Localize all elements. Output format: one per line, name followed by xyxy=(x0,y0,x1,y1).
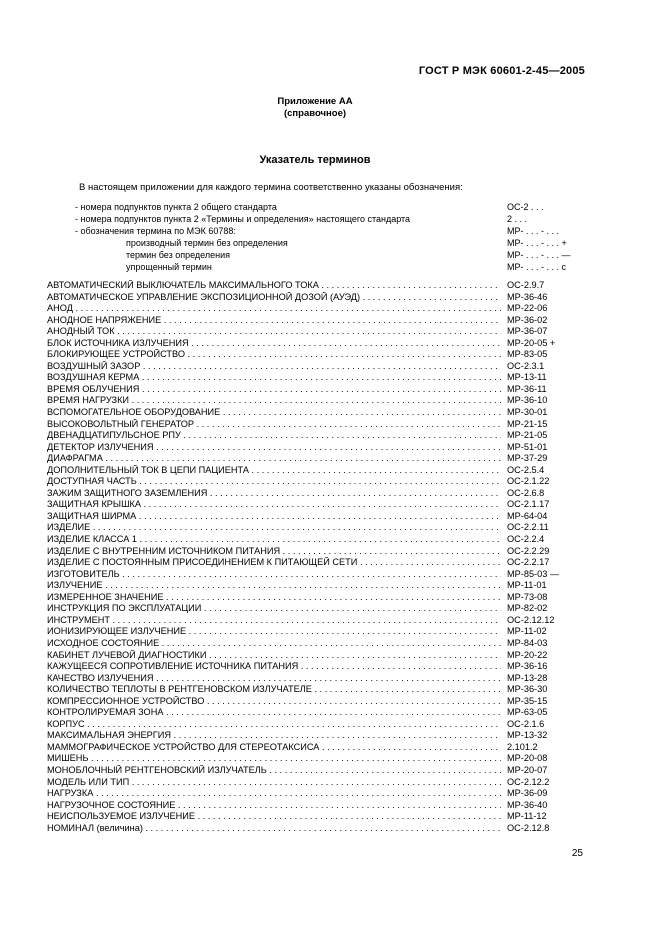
term-name: МОНОБЛОЧНЫЙ РЕНТГЕНОВСКИЙ ИЗЛУЧАТЕЛЬ . . . xyxy=(47,765,501,777)
term-name: ЗАЩИТНАЯ ШИРМА . . . xyxy=(47,511,501,523)
term-name: ВЫСОКОВОЛЬТНЫЙ ГЕНЕРАТОР . . . xyxy=(47,419,501,431)
legend-value: МР- . . . - . . . + xyxy=(507,238,567,248)
term-reference: МР-36-09 xyxy=(507,788,548,799)
term-name: АНОД . . . xyxy=(47,303,501,315)
term-reference: МР-64-04 xyxy=(507,510,548,521)
legend-value: 2 . . . xyxy=(507,214,528,224)
term-name: КОНТРОЛИРУЕМАЯ ЗОНА . . . xyxy=(47,707,501,719)
legend-value: МР- . . . - . . . с xyxy=(507,262,567,272)
term-reference: ОС-2.2.11 xyxy=(507,522,549,533)
term-reference: ОС-2.1.22 xyxy=(507,476,550,487)
term-row xyxy=(47,419,580,431)
term-row xyxy=(47,765,580,777)
legend-label: - обозначения термина по МЭК 60788: xyxy=(75,226,236,236)
term-row xyxy=(47,823,580,835)
term-name: ИНСТРУМЕНТ . . . xyxy=(47,615,501,627)
term-name: КОЛИЧЕСТВО ТЕПЛОТЫ В РЕНТГЕНОВСКОМ ИЗЛУЧАТЕЛЕ . . . xyxy=(47,684,501,696)
term-name: ИЗЛУЧЕНИЕ . . . xyxy=(47,580,501,592)
term-reference: МР-13-28 xyxy=(507,672,548,683)
term-row xyxy=(47,465,580,477)
term-row xyxy=(47,603,580,615)
term-row xyxy=(47,673,580,685)
term-row xyxy=(47,361,580,373)
term-row xyxy=(47,684,580,696)
term-reference: МР-36-10 xyxy=(507,395,548,406)
term-reference: ОС-2.2.4 xyxy=(507,534,545,545)
term-reference: МР-36-46 xyxy=(507,291,548,302)
term-name: ИСХОДНОЕ СОСТОЯНИЕ . . . xyxy=(47,638,501,650)
term-name: ДОПОЛНИТЕЛЬНЫЙ ТОК В ЦЕПИ ПАЦИЕНТА . . . xyxy=(47,465,501,477)
term-reference: МР-36-40 xyxy=(507,799,548,810)
term-row xyxy=(47,488,580,500)
term-reference: МР-83-05 xyxy=(507,349,548,360)
legend-row xyxy=(75,225,580,237)
term-name: ИОНИЗИРУЮЩЕЕ ИЗЛУЧЕНИЕ . . . xyxy=(47,626,501,638)
term-reference: МР-36-07 xyxy=(507,326,548,337)
legend-value: МР- . . . - . . . xyxy=(507,226,560,236)
term-name: НЕИСПОЛЬЗУЕМОЕ ИЗЛУЧЕНИЕ . . . xyxy=(47,811,501,823)
term-row xyxy=(47,338,580,350)
term-name: МИШЕНЬ . . . xyxy=(47,753,501,765)
legend-row xyxy=(75,213,580,225)
term-name: ВОЗДУШНАЯ КЕРМА . . . xyxy=(47,372,501,384)
term-name: ИЗДЕЛИЕ . . . xyxy=(47,522,501,534)
term-name: ВОЗДУШНЫЙ ЗАЗОР . . . xyxy=(47,361,501,373)
term-name: ВРЕМЯ ОБЛУЧЕНИЯ . . . xyxy=(47,384,501,396)
notation-legend xyxy=(75,201,580,273)
term-name: АВТОМАТИЧЕСКИЙ ВЫКЛЮЧАТЕЛЬ МАКСИМАЛЬНОГО ТОКА . . . xyxy=(47,280,501,292)
term-row xyxy=(47,442,580,454)
term-reference: МР-13-11 xyxy=(507,372,547,383)
term-name: НОМИНАЛ (величина) . . . xyxy=(47,823,501,835)
term-row xyxy=(47,511,580,523)
term-reference: МР-51-01 xyxy=(507,441,548,452)
term-reference: МР-36-11 xyxy=(507,383,547,394)
term-name: КОМПРЕССИОННОЕ УСТРОЙСТВО . . . xyxy=(47,696,501,708)
term-name: ИЗДЕЛИЕ С ПОСТОЯННЫМ ПРИСОЕДИНЕНИЕМ К ПИТАЮЩЕЙ СЕТИ . . . xyxy=(47,557,501,569)
term-reference: МР-37-29 xyxy=(507,453,548,464)
annex-heading xyxy=(0,96,630,120)
term-reference: ОС-2.3.1 xyxy=(507,360,545,371)
term-reference: МР-35-15 xyxy=(507,695,548,706)
term-name: МАКСИМАЛЬНАЯ ЭНЕРГИЯ . . . xyxy=(47,730,501,742)
term-row xyxy=(47,372,580,384)
term-name: ДОСТУПНАЯ ЧАСТЬ . . . xyxy=(47,476,501,488)
term-row xyxy=(47,569,580,581)
terms-index xyxy=(47,280,580,834)
term-name: НАГРУЗКА . . . xyxy=(47,788,501,800)
legend-row xyxy=(75,237,580,249)
term-name: МОДЕЛЬ ИЛИ ТИП . . . xyxy=(47,777,501,789)
term-reference: ОС-2.12.12 xyxy=(507,614,555,625)
term-row xyxy=(47,303,580,315)
term-row xyxy=(47,800,580,812)
term-row xyxy=(47,315,580,327)
term-row xyxy=(47,777,580,789)
legend-label: - номера подпунктов пункта 2 «Термины и определения» настоящего стандарта xyxy=(75,214,411,224)
term-name: ИНСТРУКЦИЯ ПО ЭКСПЛУАТАЦИИ . . . xyxy=(47,603,501,615)
term-reference: 2.101.2 xyxy=(507,741,538,752)
term-reference: ОС-2.9.7 xyxy=(507,280,545,290)
term-row xyxy=(47,580,580,592)
term-row xyxy=(47,742,580,754)
term-row xyxy=(47,730,580,742)
term-row xyxy=(47,499,580,511)
legend-label: термин без определения xyxy=(126,250,230,260)
term-name: ИЗМЕРЕННОЕ ЗНАЧЕНИЕ . . . xyxy=(47,592,501,604)
term-row xyxy=(47,453,580,465)
term-name: АНОДНОЕ НАПРЯЖЕНИЕ . . . xyxy=(47,315,501,327)
term-reference: МР-21-15 xyxy=(507,418,548,429)
term-reference: МР-11-01 xyxy=(507,580,547,591)
term-name: ДИАФРАГМА . . . xyxy=(47,453,501,465)
legend-value: МР- . . . - . . . — xyxy=(507,250,571,260)
legend-value: ОС-2 . . . xyxy=(507,202,544,212)
term-row xyxy=(47,719,580,731)
term-row xyxy=(47,476,580,488)
term-name: ВРЕМЯ НАГРУЗКИ . . . xyxy=(47,395,501,407)
term-row xyxy=(47,615,580,627)
term-reference: ОС-2.12.8 xyxy=(507,822,550,833)
term-row xyxy=(47,788,580,800)
term-reference: МР-21-05 xyxy=(507,430,548,441)
annex-note: (справочное) xyxy=(283,108,347,119)
term-reference: ОС-2.5.4 xyxy=(507,464,545,475)
legend-label: производный термин без определения xyxy=(126,238,288,248)
term-name: КАЧЕСТВО ИЗЛУЧЕНИЯ . . . xyxy=(47,673,501,685)
term-row xyxy=(47,707,580,719)
term-name: КОРПУС . . . xyxy=(47,719,501,731)
annex-title: Приложение АА xyxy=(277,96,353,107)
term-row xyxy=(47,326,580,338)
term-row xyxy=(47,407,580,419)
term-reference: ОС-2.2.29 xyxy=(507,545,550,556)
term-reference: МР-36-30 xyxy=(507,684,548,695)
term-name: ДВЕНАДЦАТИПУЛЬСНОЕ РПУ . . . xyxy=(47,430,501,442)
term-name: АНОДНЫЙ ТОК . . . xyxy=(47,326,501,338)
term-row xyxy=(47,650,580,662)
term-row xyxy=(47,522,580,534)
term-name: КАБИНЕТ ЛУЧЕВОЙ ДИАГНОСТИКИ . . . xyxy=(47,650,501,662)
term-row xyxy=(47,753,580,765)
term-row xyxy=(47,638,580,650)
term-reference: МР-20-08 xyxy=(507,753,548,764)
term-reference: МР-30-01 xyxy=(507,407,548,418)
term-name: БЛОКИРУЮЩЕЕ УСТРОЙСТВО . . . xyxy=(47,349,501,361)
page-number: 25 xyxy=(571,848,583,859)
term-row xyxy=(47,395,580,407)
term-row xyxy=(47,661,580,673)
legend-row xyxy=(75,249,580,261)
document-code-header: ГОСТ Р МЭК 60601-2-45—2005 xyxy=(418,65,585,77)
term-row xyxy=(47,696,580,708)
term-name: ДЕТЕКТОР ИЗЛУЧЕНИЯ . . . xyxy=(47,442,501,454)
section-title: Указатель терминов xyxy=(259,154,371,166)
term-reference: МР-11-12 xyxy=(507,811,547,822)
term-reference: МР-22-06 xyxy=(507,303,548,314)
term-reference: МР-73-08 xyxy=(507,591,548,602)
term-name: АВТОМАТИЧЕСКОЕ УПРАВЛЕНИЕ ЭКСПОЗИЦИОННОЙ ДОЗОЙ (АУЭД) . . . xyxy=(47,292,501,304)
term-reference: МР-13-32 xyxy=(507,730,548,741)
term-row xyxy=(47,592,580,604)
term-reference: МР-11-02 xyxy=(507,626,547,637)
term-reference: МР-85-03 — xyxy=(507,568,560,579)
term-row xyxy=(47,534,580,546)
term-reference: МР-36-16 xyxy=(507,661,548,672)
term-reference: МР-63-05 xyxy=(507,707,548,718)
term-name: НАГРУЗОЧНОЕ СОСТОЯНИЕ . . . xyxy=(47,800,501,812)
term-name: ЗАЖИМ ЗАЩИТНОГО ЗАЗЕМЛЕНИЯ . . . xyxy=(47,488,501,500)
term-row xyxy=(47,811,580,823)
term-row xyxy=(47,292,580,304)
term-reference: ОС-2.6.8 xyxy=(507,487,545,498)
term-reference: МР-20-22 xyxy=(507,649,548,660)
term-reference: МР-20-07 xyxy=(507,764,548,775)
term-reference: ОС-2.12.2 xyxy=(507,776,550,787)
term-reference: МР-20-05 + xyxy=(507,337,556,348)
intro-text: В настоящем приложении для каждого термина соответственно указаны обозначения: xyxy=(79,182,463,193)
term-name: ВСПОМОГАТЕЛЬНОЕ ОБОРУДОВАНИЕ . . . xyxy=(47,407,501,419)
term-row xyxy=(47,280,580,292)
term-name: ЗАЩИТНАЯ КРЫШКА . . . xyxy=(47,499,501,511)
term-reference: МР-82-02 xyxy=(507,603,548,614)
legend-label: упрощенный термин xyxy=(126,262,212,272)
term-row xyxy=(47,626,580,638)
term-reference: МР-84-03 xyxy=(507,637,548,648)
term-row xyxy=(47,384,580,396)
term-name: ИЗДЕЛИЕ С ВНУТРЕННИМ ИСТОЧНИКОМ ПИТАНИЯ . . . xyxy=(47,546,501,558)
term-name: МАММОГРАФИЧЕСКОЕ УСТРОЙСТВО ДЛЯ СТЕРЕОТАКСИСА . . . xyxy=(47,742,501,754)
term-name: ИЗГОТОВИТЕЛЬ . . . xyxy=(47,569,501,581)
term-row xyxy=(47,546,580,558)
term-name: КАЖУЩЕЕСЯ СОПРОТИВЛЕНИЕ ИСТОЧНИКА ПИТАНИЯ . . . xyxy=(47,661,501,673)
term-name: ИЗДЕЛИЕ КЛАССА 1 . . . xyxy=(47,534,501,546)
legend-row xyxy=(75,261,580,273)
legend-row xyxy=(75,201,580,213)
term-row xyxy=(47,349,580,361)
term-reference: ОС-2.2.17 xyxy=(507,557,550,568)
term-row xyxy=(47,430,580,442)
term-row xyxy=(47,557,580,569)
term-reference: ОС-2.1.17 xyxy=(507,499,550,510)
term-name: БЛОК ИСТОЧНИКА ИЗЛУЧЕНИЯ . . . xyxy=(47,338,501,350)
legend-label: - номера подпунктов пункта 2 общего стандарта xyxy=(75,202,277,212)
term-reference: МР-36-02 xyxy=(507,314,548,325)
term-reference: ОС-2.1.6 xyxy=(507,718,545,729)
